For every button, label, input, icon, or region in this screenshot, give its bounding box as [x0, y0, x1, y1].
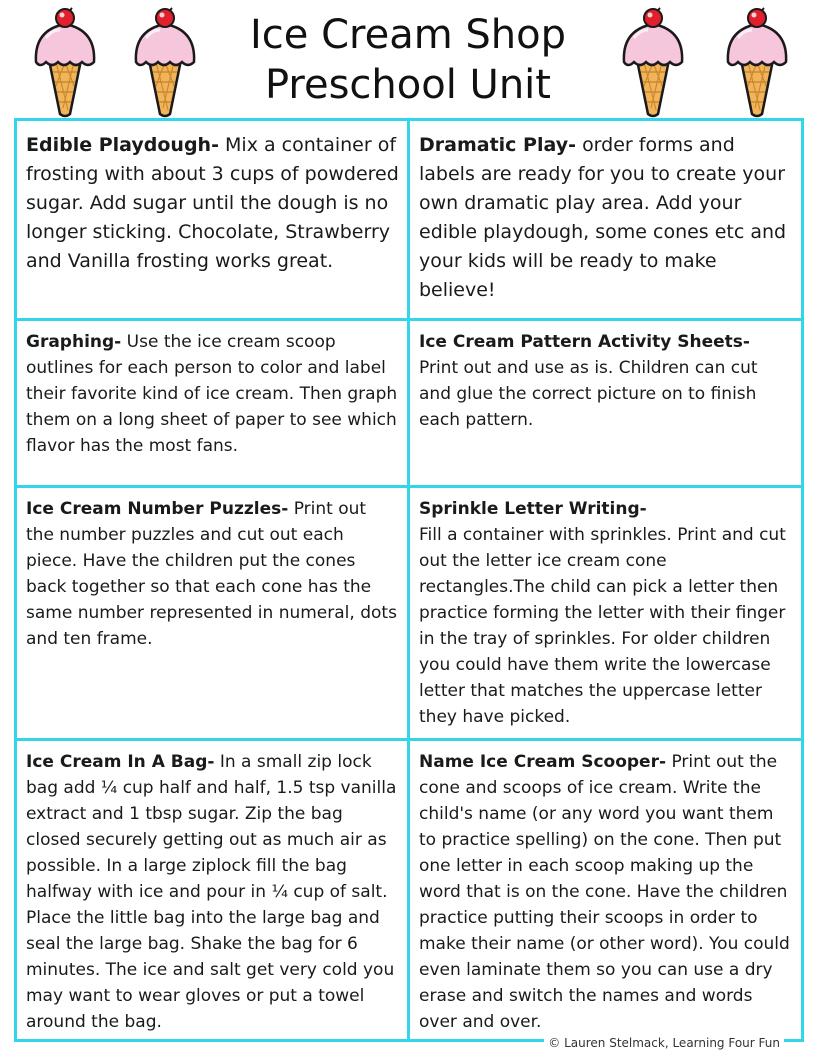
- activity-title: Ice Cream Number Puzzles-: [26, 499, 289, 519]
- page-header: [0, 0, 816, 118]
- activity-title: Ice Cream Pattern Activity Sheets-: [419, 332, 750, 352]
- activity-cell-pattern-sheets: [410, 318, 801, 485]
- activity-body: Print out the cone and scoops of ice cream. Write the child's name (or any word you want them to practice spelling) on the cone. Then put one letter in each scoop making up the word that is on the cone. Have the children practice putting their scoops in order to make their name (or other word). You could even laminate them so you can use a dry erase and switch the names and words over and over.: [419, 752, 790, 1032]
- title-line-2: Preschool Unit: [265, 62, 551, 108]
- ice-cream-cone-icon: [716, 2, 798, 118]
- activity-body: order forms and labels are ready for you to create your own dramatic play area. Add your edible playdough, some cones etc and your kids will be ready to make believe!: [419, 134, 787, 301]
- activity-title: Name Ice Cream Scooper-: [419, 752, 667, 772]
- ice-cream-cone-icon: [24, 2, 106, 118]
- activity-title: Edible Playdough-: [26, 134, 219, 156]
- activity-cell-edible-playdough: [17, 121, 410, 318]
- activity-title: Sprinkle Letter Writing-: [419, 499, 647, 519]
- activity-body: Print out and use as is. Children can cut and glue the correct picture on to finish each pattern.: [419, 358, 758, 430]
- copyright-notice: © Lauren Stelmack, Learning Four Fun: [544, 1036, 784, 1050]
- activity-title: Ice Cream In A Bag-: [26, 752, 215, 772]
- activity-cell-name-scooper: [410, 738, 801, 1039]
- activity-body: Fill a container with sprinkles. Print and cut out the letter ice cream cone rectangles.The child can pick a letter then practice forming the letter with their finger in the tray of sprinkles. For older children you could have them write the lowercase letter that matches the uppercase letter they have picked.: [419, 525, 786, 727]
- activity-body: Print out the number puzzles and cut out each piece. Have the children put the cones back together so that each cone has the same number represented in numeral, dots and ten frame.: [26, 499, 397, 649]
- ice-cream-cone-icon: [612, 2, 694, 118]
- activity-body: In a small zip lock bag add ¼ cup half and half, 1.5 tsp vanilla extract and 1 tbsp sugar. Zip the bag closed securely getting out as much air as possible. In a large ziplock fill the bag halfway with ice and pour in ¼ cup of salt. Place the little bag into the large bag and seal the large bag. Shake the bag for 6 minutes. The ice and salt get very cold you may want to wear gloves or put a towel around the bag.: [26, 752, 397, 1032]
- activity-cell-sprinkle-letter-writing: [410, 485, 801, 738]
- activity-grid: [14, 118, 804, 1042]
- activity-title: Graphing-: [26, 332, 122, 352]
- activity-cell-graphing: [17, 318, 410, 485]
- title-line-1: Ice Cream Shop: [249, 12, 566, 58]
- activity-body: Use the ice cream scoop outlines for each person to color and label their favorite kind of ice cream. Then graph them on a long sheet of paper to see which flavor has the most fans.: [26, 332, 398, 456]
- page-title: [200, 10, 616, 110]
- activity-title: Dramatic Play-: [419, 134, 577, 156]
- activity-body: Mix a container of frosting with about 3 cups of powdered sugar. Add sugar until the dough is no longer sticking. Chocolate, Strawberry and Vanilla frosting works great.: [26, 134, 399, 272]
- activity-cell-number-puzzles: [17, 485, 410, 738]
- ice-cream-cone-icon: [124, 2, 206, 118]
- activity-cell-ice-cream-in-a-bag: [17, 738, 410, 1039]
- activity-cell-dramatic-play: [410, 121, 801, 318]
